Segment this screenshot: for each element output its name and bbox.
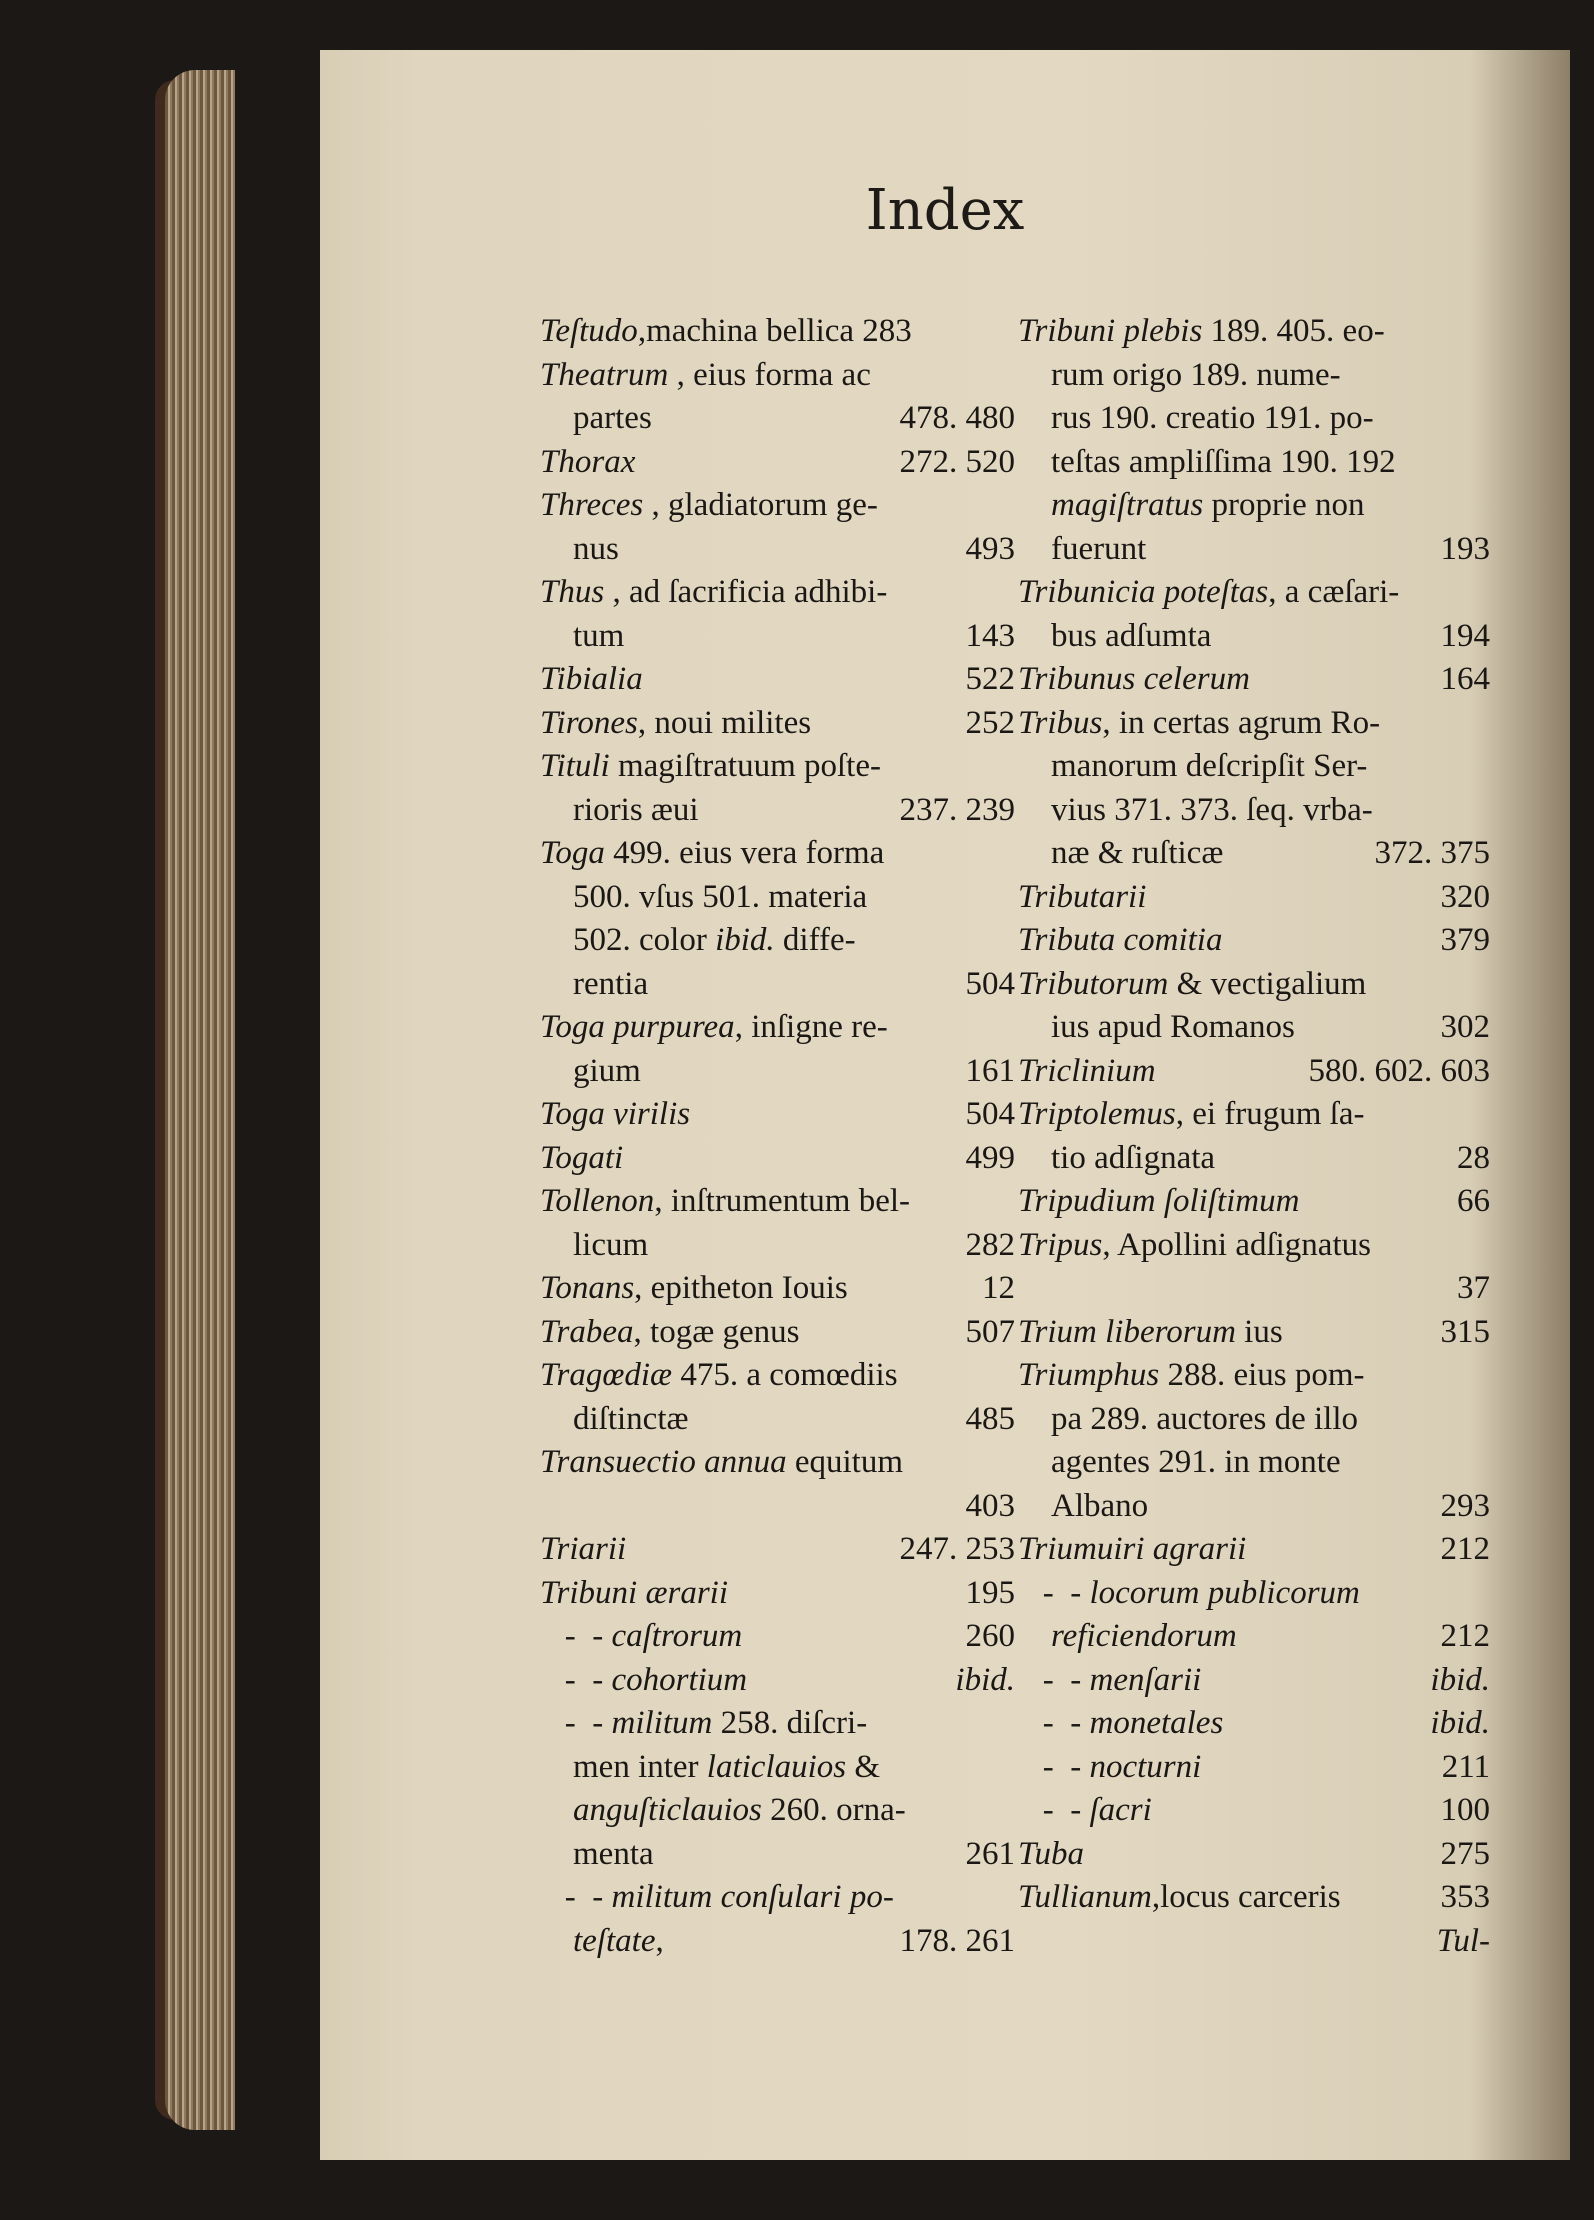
index-line	[1018, 1833, 1490, 1877]
index-entry-text: Tripus, Apollini adſignatus	[1018, 1226, 1371, 1263]
index-line	[1018, 876, 1490, 920]
index-entry-text: ius apud Romanos	[1018, 1009, 1295, 1045]
index-entry-text: Triumuiri agrarii	[1018, 1531, 1247, 1567]
index-line	[540, 1789, 1015, 1833]
index-line	[540, 571, 1015, 615]
index-entry-text: rioris æui	[540, 791, 699, 828]
index-entry-text: Threces , gladiatorum ge-	[540, 487, 878, 523]
index-line	[540, 354, 1015, 398]
index-line	[540, 1702, 1015, 1746]
index-entry-text: vius 371. 373. ſeq. vrba-	[1018, 791, 1373, 828]
index-entry-text: - - cohortium	[540, 1661, 748, 1698]
index-line	[540, 1746, 1015, 1790]
index-entry-text: - - nocturni	[1018, 1748, 1202, 1785]
page-header: Index	[865, 178, 1025, 243]
index-entry-text: Toga 499. eius vera forma	[540, 835, 885, 871]
index-page-ref: 164	[1440, 661, 1490, 697]
index-entry-text: menta	[540, 1835, 654, 1872]
index-page-ref: 161	[965, 1052, 1015, 1089]
index-page-ref: 372. 375	[1374, 835, 1490, 871]
index-entry-text: Tuba	[1018, 1835, 1085, 1872]
index-page-ref: 195	[965, 1574, 1015, 1611]
index-line	[1018, 1311, 1490, 1355]
index-page-ref: 493	[965, 530, 1015, 567]
index-line	[540, 919, 1015, 963]
index-entry-text: - - menſarii	[1018, 1661, 1202, 1698]
index-line	[1018, 745, 1490, 789]
index-entry-text: 500. vſus 501. materia	[540, 878, 868, 915]
index-page-ref: 275	[1440, 1835, 1490, 1872]
index-entry-text: Triumphus 288. eius pom-	[1018, 1357, 1365, 1393]
index-line	[540, 658, 1015, 702]
index-page-ref: 193	[1440, 530, 1490, 567]
index-line	[540, 1528, 1015, 1572]
index-entry-text: Tullianum,locus carceris	[1018, 1879, 1341, 1915]
page-edges	[165, 70, 235, 2130]
left-column	[540, 310, 1015, 1963]
index-page-ref: 522	[965, 661, 1015, 697]
index-entry-text: tio adſignata	[1018, 1139, 1216, 1176]
index-line	[1018, 1267, 1490, 1311]
index-entry-text: Thorax	[540, 443, 636, 480]
index-line	[1018, 1528, 1490, 1572]
index-entry-text: licum	[540, 1226, 649, 1263]
index-page-ref: 12	[982, 1270, 1015, 1306]
index-page-ref: 282	[965, 1226, 1015, 1263]
index-entry-text: Tollenon, inſtrumentum bel-	[540, 1183, 911, 1219]
index-line	[1018, 1789, 1490, 1833]
index-entry-text: Transuectio annua equitum	[540, 1444, 904, 1480]
index-line	[1018, 1093, 1490, 1137]
index-entry-text: Thus , ad ſacrificia adhibi-	[540, 574, 888, 610]
index-line	[1018, 1572, 1490, 1616]
index-page-ref: 247. 253	[899, 1531, 1015, 1567]
index-entry-text: Trium liberorum ius	[1018, 1313, 1283, 1350]
index-entry-text: men inter laticlauios &	[540, 1748, 881, 1785]
index-line	[1018, 441, 1490, 485]
index-line	[540, 1093, 1015, 1137]
index-line	[1018, 1398, 1490, 1442]
index-entry-text: anguſticlauios 260. orna-	[573, 1792, 906, 1828]
index-entry-text: bus adſumta	[1018, 617, 1212, 654]
index-entry-text: Toga virilis	[540, 1096, 691, 1132]
index-line	[540, 528, 1015, 572]
index-line	[1018, 615, 1490, 659]
index-entry-text: Tripudium ſoliſtimum	[1018, 1183, 1300, 1219]
index-entry-text: diſtinctæ	[540, 1400, 689, 1437]
index-line	[1018, 1920, 1490, 1964]
index-page-ref: 478. 480	[899, 400, 1015, 436]
index-entry-text: Toga purpurea, inſigne re-	[540, 1009, 888, 1045]
index-page-ref: 302	[1440, 1009, 1490, 1045]
index-entry-text: Tirones, noui milites	[540, 704, 812, 741]
index-entry-text: Triclinium	[1018, 1052, 1156, 1089]
index-line	[1018, 1702, 1490, 1746]
index-line	[1018, 1615, 1490, 1659]
index-entry-text: reficiendorum	[1051, 1618, 1237, 1654]
index-page	[320, 50, 1570, 2160]
index-line	[1018, 1441, 1490, 1485]
index-page-ref: 143	[965, 617, 1015, 654]
index-line	[1018, 658, 1490, 702]
index-page-ref: 237. 239	[899, 791, 1015, 828]
index-line	[540, 1224, 1015, 1268]
index-entry-text: - - locorum publicorum	[1018, 1574, 1360, 1611]
index-page-ref: 212	[1440, 1531, 1490, 1567]
index-line	[540, 1833, 1015, 1877]
index-entry-text: Tituli magiſtratuum poſte-	[540, 748, 881, 784]
index-page-ref: 580. 602. 603	[1308, 1052, 1490, 1089]
index-line	[1018, 528, 1490, 572]
index-entry-text: Triarii	[540, 1531, 627, 1567]
index-line	[540, 615, 1015, 659]
index-page-ref: 212	[1440, 1618, 1490, 1654]
index-line	[1018, 832, 1490, 876]
index-page-ref: 194	[1440, 617, 1490, 654]
index-page-ref: 252	[965, 704, 1015, 741]
index-entry-text: manorum deſcripſit Ser-	[1018, 748, 1368, 784]
index-entry-text: Trabea, togæ genus	[540, 1313, 800, 1350]
index-page-ref: 100	[1440, 1792, 1490, 1828]
index-entry-text: - - ſacri	[1018, 1792, 1152, 1828]
index-line	[540, 1354, 1015, 1398]
index-line	[1018, 571, 1490, 615]
index-entry-text: fuerunt	[1018, 530, 1147, 567]
index-line	[540, 745, 1015, 789]
index-page-ref: 261	[965, 1835, 1015, 1872]
index-line	[1018, 789, 1490, 833]
index-entry-text: næ & ruſticæ	[1018, 835, 1224, 871]
index-line	[540, 1180, 1015, 1224]
index-page-ref: ibid.	[955, 1661, 1015, 1698]
index-line	[540, 397, 1015, 441]
index-line	[1018, 1485, 1490, 1529]
index-entry-text: Tribus, in certas agrum Ro-	[1018, 704, 1381, 741]
index-entry-text: teſtate,	[573, 1922, 664, 1959]
index-entry-text: Tribuni ærarii	[540, 1574, 728, 1611]
index-line	[1018, 484, 1490, 528]
index-line	[540, 1398, 1015, 1442]
index-line	[1018, 310, 1490, 354]
index-page-ref: 178. 261	[899, 1922, 1015, 1959]
index-line	[1018, 1180, 1490, 1224]
index-entry-text: - - militum conſulari po-	[540, 1879, 894, 1915]
index-line	[540, 1876, 1015, 1920]
index-line	[1018, 702, 1490, 746]
index-page-ref: 211	[1441, 1748, 1490, 1785]
index-line	[1018, 1137, 1490, 1181]
index-page-ref: 403	[965, 1487, 1015, 1524]
index-page-ref: 320	[1440, 878, 1490, 915]
index-line	[540, 1659, 1015, 1703]
index-entry-text: agentes 291. in monte	[1018, 1444, 1341, 1480]
index-line	[540, 963, 1015, 1007]
index-line	[540, 1441, 1015, 1485]
index-line	[540, 702, 1015, 746]
index-page-ref: 66	[1457, 1183, 1490, 1219]
index-page-ref: ibid.	[1430, 1705, 1490, 1741]
index-page-ref: 507	[965, 1313, 1015, 1350]
index-line	[540, 1311, 1015, 1355]
index-line	[1018, 1659, 1490, 1703]
index-page-ref: 504	[965, 1096, 1015, 1132]
index-entry-text: Tibialia	[540, 661, 643, 697]
index-page-ref: 37	[1457, 1270, 1490, 1306]
index-line	[540, 441, 1015, 485]
index-entry-text: partes	[540, 400, 652, 436]
index-line	[1018, 1006, 1490, 1050]
index-entry-text: pa 289. auctores de illo	[1018, 1400, 1358, 1437]
index-entry-text: nus	[540, 530, 619, 567]
index-entry-text: Tonans, epitheton Iouis	[540, 1270, 848, 1306]
index-line	[540, 1572, 1015, 1616]
index-entry-text: Tribunicia poteſtas, a cæſari-	[1018, 574, 1400, 610]
index-line	[1018, 1224, 1490, 1268]
index-page-ref: 272. 520	[899, 443, 1015, 480]
index-line	[1018, 1746, 1490, 1790]
index-entry-text: Theatrum , eius forma ac	[540, 356, 871, 393]
index-line	[1018, 1876, 1490, 1920]
index-page-ref: 315	[1440, 1313, 1490, 1350]
index-page-ref: Tul-	[1436, 1922, 1490, 1959]
index-entry-text: Triptolemus, ei frugum ſa-	[1018, 1096, 1365, 1132]
index-line	[540, 1267, 1015, 1311]
index-line	[540, 484, 1015, 528]
index-page-ref: 499	[965, 1139, 1015, 1176]
index-line	[1018, 1050, 1490, 1094]
index-entry-text: Albano	[1018, 1487, 1149, 1524]
index-line	[540, 789, 1015, 833]
index-line	[540, 832, 1015, 876]
index-entry-text: rentia	[540, 965, 649, 1002]
index-entry-text: 502. color ibid. diffe-	[540, 922, 856, 958]
index-line	[540, 1050, 1015, 1094]
index-page-ref: 353	[1440, 1879, 1490, 1915]
index-page-ref: 260	[965, 1618, 1015, 1654]
index-page-ref: 28	[1457, 1139, 1490, 1176]
index-entry-text: Tributa comitia	[1018, 922, 1223, 958]
index-entry-text: rum origo 189. nume-	[1018, 356, 1341, 393]
index-entry-text: rus 190. creatio 191. po-	[1018, 400, 1374, 436]
index-entry-text: Tribuni plebis 189. 405. eo-	[1018, 313, 1385, 349]
index-line	[540, 1137, 1015, 1181]
index-entry-text: Teſtudo,machina bellica 283	[540, 313, 912, 349]
index-line	[1018, 963, 1490, 1007]
index-page-ref: ibid.	[1430, 1661, 1490, 1698]
index-line	[1018, 919, 1490, 963]
index-page-ref: 379	[1440, 922, 1490, 958]
index-line	[540, 310, 1015, 354]
index-line	[1018, 354, 1490, 398]
index-line	[540, 1920, 1015, 1964]
index-line	[540, 1485, 1015, 1529]
index-entry-text: gium	[540, 1052, 641, 1089]
index-page-ref: 485	[965, 1400, 1015, 1437]
index-entry-text: tum	[540, 617, 625, 654]
index-entry-text: Tribunus celerum	[1018, 661, 1250, 697]
index-entry-text: Togati	[540, 1139, 624, 1176]
index-entry-text: - - monetales	[1018, 1705, 1224, 1741]
index-entry-text: Tragœdiæ 475. a comœdiis	[540, 1357, 898, 1393]
right-column	[1018, 310, 1490, 1963]
index-entry-text: - - caſtrorum	[540, 1618, 743, 1654]
index-entry-text: - - militum 258. diſcri-	[540, 1705, 868, 1741]
index-line	[540, 876, 1015, 920]
index-line	[540, 1006, 1015, 1050]
index-line	[1018, 397, 1490, 441]
index-line	[540, 1615, 1015, 1659]
index-entry-text: Tributorum & vectigalium	[1018, 965, 1367, 1002]
index-entry-text: Tributarii	[1018, 878, 1147, 915]
index-page-ref: 504	[965, 965, 1015, 1002]
index-line	[1018, 1354, 1490, 1398]
index-page-ref: 293	[1440, 1487, 1490, 1524]
index-entry-text: teſtas ampliſſima 190. 192	[1018, 443, 1396, 480]
index-entry-text: magiſtratus proprie non	[1051, 487, 1365, 523]
